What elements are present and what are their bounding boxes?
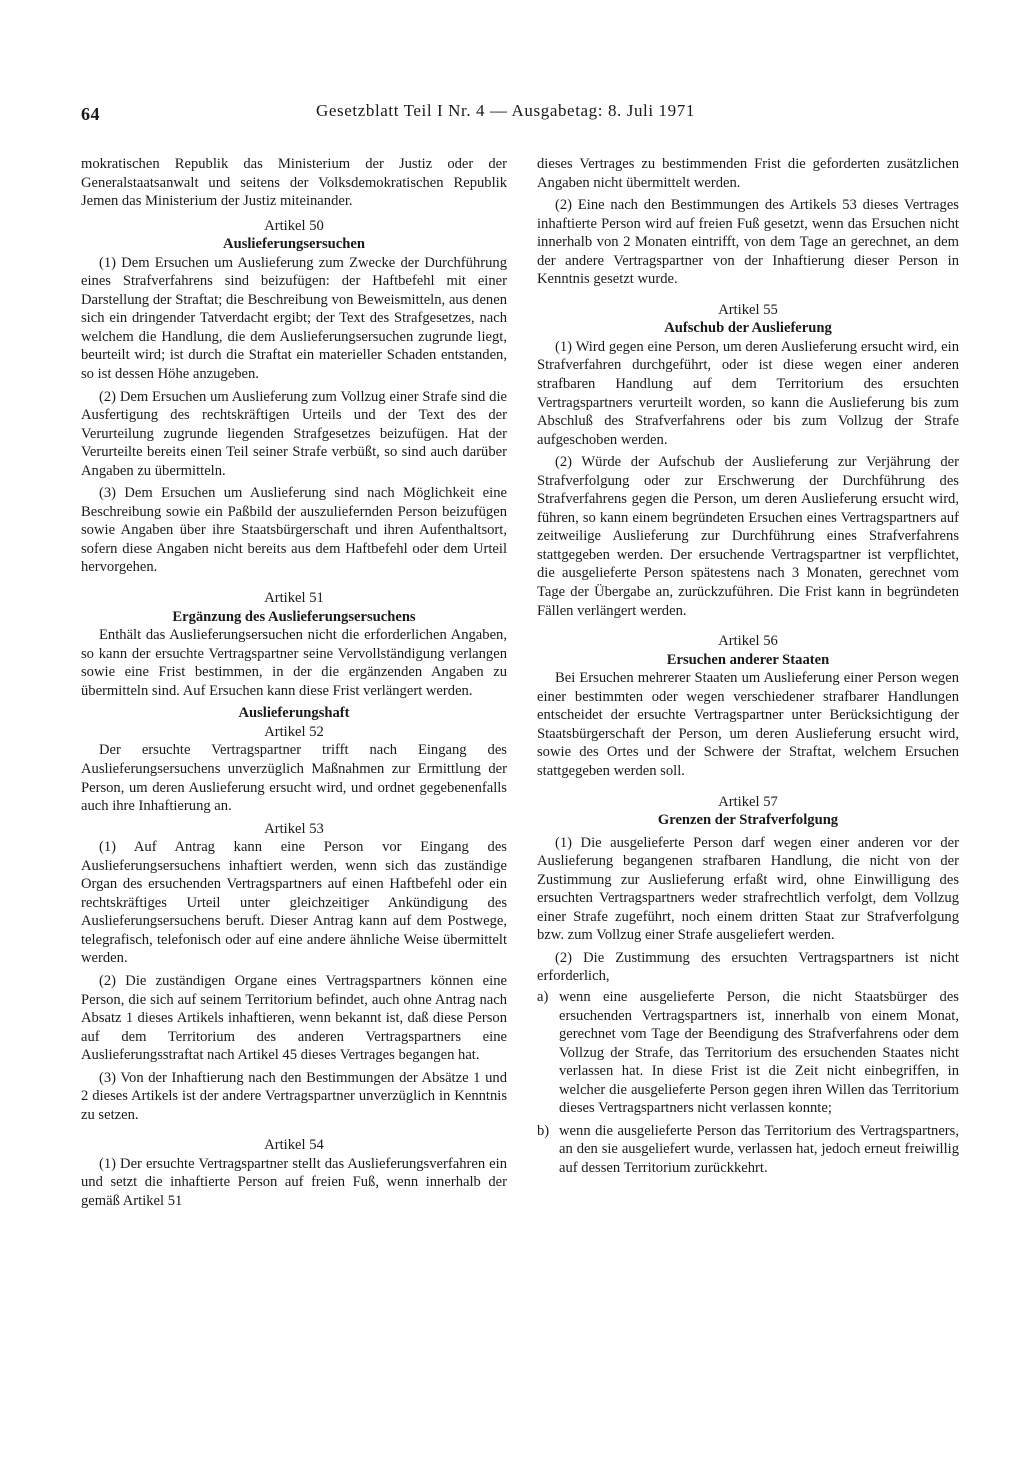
list-item-a-text: wenn eine ausgelieferte Person, die nicht Staatsbürger des ersuchenden Vertragspartners ist, innerhalb von einem Monat, gerechnet vom Tage der Beendigung des Strafverfahrens oder dem Vollzug der Strafe, das Territorium des ersuchenden Staates nicht verlassen hat. In diese Frist ist die Zeit nicht einbegriffen, in welcher die ausgelieferte Person gegen ihren Willen das Territorium dieses Vertragspartners nicht verlassen konnte; xyxy=(559,988,959,1117)
article-51-title: Ergänzung des Auslieferungsersuchens xyxy=(172,608,416,625)
article-53-paragraph-2: (2) Die zuständigen Organe eines Vertragspartners können eine Person, die sich auf seinem Territorium befindet, auch ohne Antrag nach Absatz 1 dieses Artikels inhaftieren, wenn bekannt ist, daß diese Person auf dem Territorium des anderen Vertragspartners eine Auslieferungsstraftat nach Artikel 45 dieses Vertrages begangen hat. xyxy=(81,972,507,1064)
article-57-paragraph-2: (2) Die Zustimmung des ersuchten Vertragspartners ist nicht erforderlich, xyxy=(537,949,959,985)
article-57-number: Artikel 57 xyxy=(718,793,778,810)
article-55-paragraph-1: (1) Wird gegen eine Person, um deren Auslieferung ersucht wird, ein Strafverfahren durchgeführt, oder ist diese wegen einer anderen strafbaren Handlung auf dem Territorium des ersuchten Vertragspartners verurteilt worden, so kann die Auslieferung bis zum Abschluß des Strafverfahrens oder bis zum Vollzug der Strafe aufgeschoben werden. xyxy=(537,338,959,448)
article-56-paragraph-1: Bei Ersuchen mehrerer Staaten um Auslieferung einer Person wegen einer bestimmten oder wegen verschiedener strafbarer Handlungen entscheidet der ersuchte Vertragspartner unter Berücksichtigung der Staatsbürgerschaft der Person, um deren Auslieferung ersucht wird, sowie des Ortes und der Schwere der Straftat, welchem Ersuchen stattgegeben werden soll. xyxy=(537,670,959,779)
left-column xyxy=(81,155,507,1211)
article-51-number: Artikel 51 xyxy=(264,590,324,607)
article-57-paragraph-1: (1) Die ausgelieferte Person darf wegen einer anderen vor der Auslieferung begangenen strafbaren Handlung, die nicht von der Zustimmung zur Auslieferung erfaßt wird, ohne Einwilligung des ersuchten Vertragspartners weder strafrechtlich verfolgt, dem Vollzug einer Strafe zugeführt, noch einem dritten Staat zur Strafverfolgung bzw. zum Vollzug einer Strafe ausgeliefert werden. xyxy=(537,834,959,944)
article-55-title: Aufschub der Auslieferung xyxy=(664,320,832,337)
article-54-paragraph-1: (1) Der ersuchte Vertragspartner stellt das Auslieferungsverfahren ein und setzt die inhaftierte Person auf freien Fuß, wenn innerhalb der gemäß Artikel 51 xyxy=(81,1155,507,1209)
article-57-title: Grenzen der Strafverfolgung xyxy=(657,812,839,829)
article-50-paragraph-1: (1) Dem Ersuchen um Auslieferung zum Zwecke der Durchführung eines Strafverfahrens sind beizufügen: der Haftbefehl mit einer Darstellung der Straftat; die Beschreibung von Beweismitteln, aus denen sich ein dringender Tatverdacht ergibt; der Text des Strafgesetzes, nach welchem die Handlung, die dem Auslieferungsersuchen zugrunde liegt, beurteilt wird; ist durch die Straftat ein materieller Schaden entstanden, so ist dessen Höhe anzugeben. xyxy=(81,254,507,383)
article-55-paragraph-2: (2) Würde der Aufschub der Auslieferung zur Verjährung der Strafverfolgung oder zur Erschwerung der Durchführung des Strafverfahrens gegen die Person, um deren Auslieferung ersucht wird, führen, so kann einem begründeten Ersuchen eines Vertragspartners auf zeitweilige Auslieferung zur Durchführung eines Strafverfahrens stattgegeben werden. Der ersuchende Vertragspartner ist verpflichtet, die ausgelieferte Person spätestens nach 3 Monaten, gerechnet vom Tage der Übergabe an, zurückzuführen. Die Frist kann in begründeten Fällen verlängert werden. xyxy=(537,454,959,619)
article-56-number: Artikel 56 xyxy=(718,633,778,650)
article-52-paragraph-1: Der ersuchte Vertragspartner trifft nach Eingang des Auslieferungsersuchens unverzüglich Maßnahmen zur Ermittlung der Person, um deren Auslieferung ersucht wird, und ordnet gegebenenfalls auch ihre Inhaftierung an. xyxy=(81,742,507,815)
list-item xyxy=(537,1122,959,1178)
article-50-paragraph-2: (2) Dem Ersuchen um Auslieferung zum Vollzug einer Strafe sind die Ausfertigung des rechtskräftigen Urteils und der Text des der Verurteilung zugrunde liegenden Strafgesetzes beizufügen. Hat der Verurteilte bereits einen Teil seiner Strafe verbüßt, so sind auch darüber Angaben zu übermitteln. xyxy=(81,388,507,479)
continued-paragraph: dieses Vertrages zu bestimmenden Frist die geforderten zusätzlichen Angaben nicht übermittelt werden. xyxy=(537,156,959,191)
continued-paragraph: mokratischen Republik das Ministerium der Justiz oder der Generalstaatsanwalt und seitens der Volksdemokratischen Republik Jemen das Ministerium der Justiz miteinander. xyxy=(81,156,507,210)
list-item-b-text: wenn die ausgelieferte Person das Territorium des Vertragspartners, an den sie ausgeliefert wurde, verlassen hat, jedoch erneut freiwillig auf dessen Territorium zurückkehrt. xyxy=(559,1122,959,1176)
article-50-title: Auslieferungsersuchen xyxy=(223,236,365,253)
article-50-paragraph-3: (3) Dem Ersuchen um Auslieferung sind nach Möglichkeit eine Beschreibung sowie ein Paßbild der auszuliefernden Person beizufügen sowie Angaben über ihre Staatsbürgerschaft und ihren Aufenthaltsort, sofern diese Angaben nicht bereits aus dem Haftbefehl oder dem Urteil hervorgehen. xyxy=(81,485,507,576)
running-header: Gesetzblatt Teil I Nr. 4 — Ausgabetag: 8. Juli 1971 xyxy=(316,101,695,120)
article-55-number: Artikel 55 xyxy=(718,301,778,318)
article-56-title: Ersuchen anderer Staaten xyxy=(666,651,830,668)
article-50-number: Artikel 50 xyxy=(264,217,324,234)
article-53-number: Artikel 53 xyxy=(264,820,324,837)
list-marker-b: b) xyxy=(537,1122,550,1139)
article-51-paragraph-1: Enthält das Auslieferungsersuchen nicht die erforderlichen Angaben, so kann der ersuchte Vertragspartner seine Vervollständigung verlangen sowie eine Frist bestimmen, in der die ergänzenden Angaben zu übermitteln sind. Auf Ersuchen kann diese Frist verlängert werden. xyxy=(81,627,507,699)
section-title-auslieferungshaft: Auslieferungshaft xyxy=(238,705,350,722)
article-53-paragraph-1: (1) Auf Antrag kann eine Person vor Eingang des Auslieferungsersuchens inhaftiert werden, wenn sich das zuständige Organ des ersuchenden Vertragspartners auf einen Haftbefehl oder ein rechtskräftiges Urteil unter gleichzeitiger Ankündigung des Auslieferungsersuchens beruft. Dieser Antrag kann auf dem Postwege, telegrafisch, telefonisch oder auf eine andere ähnliche Weise übermittelt werden. xyxy=(81,839,507,967)
article-54-number: Artikel 54 xyxy=(264,1137,324,1154)
article-54-paragraph-2: (2) Eine nach den Bestimmungen des Artikels 53 dieses Vertrages inhaftierte Person wird auf freien Fuß gesetzt, wenn das Ersuchen nicht innerhalb von 2 Monaten eintrifft, von dem Tage an gerechnet, an dem der andere Vertragspartner von der Inhaftierung dieser Person in Kenntnis gesetzt wurde. xyxy=(537,197,959,288)
list-marker-a: a) xyxy=(537,988,549,1005)
right-column xyxy=(537,155,959,1177)
article-52-number: Artikel 52 xyxy=(264,723,324,740)
article-53-paragraph-3: (3) Von der Inhaftierung nach den Bestimmungen der Absätze 1 und 2 dieses Artikels ist der andere Vertragspartner unverzüglich in Kenntnis zu setzen. xyxy=(81,1069,507,1123)
list-item xyxy=(537,988,959,1118)
page-number: 64 xyxy=(81,104,100,124)
